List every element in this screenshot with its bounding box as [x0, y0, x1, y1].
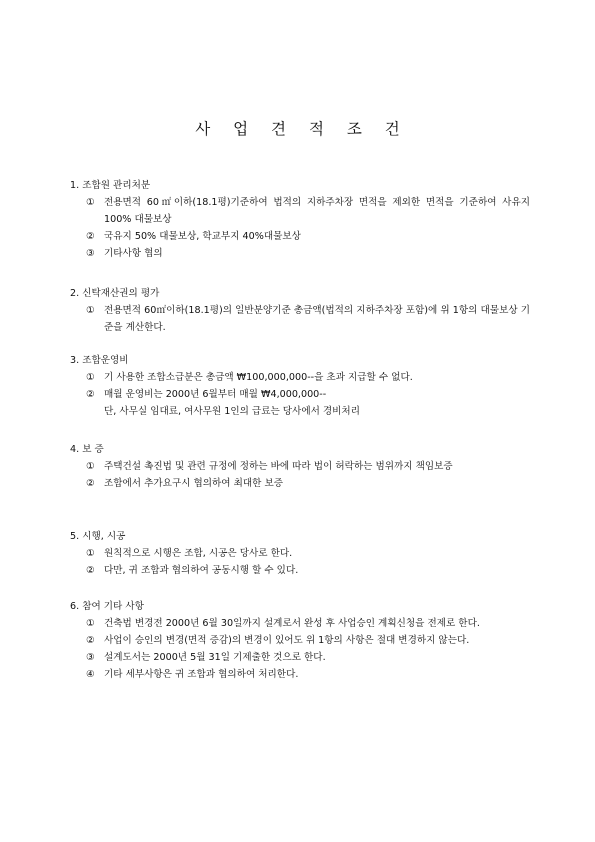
page-title: 사 업 견 적 조 건 [195, 120, 409, 138]
item-text: 원칙적으로 시행은 조합, 시공은 당사로 한다. [104, 548, 293, 559]
item-marker: ① [86, 305, 95, 316]
item-marker: ② [86, 478, 95, 489]
item-marker: ② [86, 389, 95, 400]
item-marker: ① [86, 461, 95, 472]
item-text: 기 사용한 조합소급분은 총금액 ₩100,000,000--을 초과 지급할 수 없다. [104, 372, 413, 383]
item-marker: ④ [86, 669, 95, 680]
section-heading: 4. 보 증 [70, 444, 104, 455]
item-marker: ② [86, 565, 95, 576]
list-item [70, 562, 530, 579]
list-item [70, 632, 530, 649]
section-4 [70, 441, 530, 492]
item-text: 건축법 변경전 2000년 6월 30일까지 설계로서 완성 후 사업승인 계획신청을 전제로 한다. [104, 618, 480, 629]
list-item [70, 194, 530, 228]
item-marker: ① [86, 372, 95, 383]
list-item [70, 302, 530, 336]
item-marker: ① [86, 548, 95, 559]
item-text: 전용면적 60㎡이하(18.1평)의 일반분양기준 총금액(법적의 지하주차장 포함)에 위 1항의 대물보상 기준을 계산한다. [104, 305, 530, 333]
section-heading: 6. 참여 기타 사항 [70, 601, 144, 612]
list-item [70, 458, 530, 475]
section-3 [70, 352, 530, 420]
item-text: 전용면적 60㎡이하(18.1평)기준하여 법적의 지하주차장 면적을 제외한 면적을 기준하여 사유지 100% 대물보상 [104, 197, 530, 225]
item-text: 다만, 귀 조합과 협의하여 공동시행 할 수 있다. [104, 565, 299, 576]
item-text: 주택건설 촉진법 및 관련 규정에 정하는 바에 따라 법이 허락하는 범위까지 책임보증 [104, 461, 453, 472]
item-marker: ② [86, 635, 95, 646]
item-text: 기타사항 협의 [104, 248, 163, 259]
item-text: 조합에서 추가요구시 협의하여 최대한 보증 [104, 478, 284, 489]
section-1 [70, 177, 530, 262]
section-heading: 1. 조합원 관리처분 [70, 180, 151, 191]
item-marker: ① [86, 197, 95, 208]
list-item [70, 475, 530, 492]
item-marker: ③ [86, 248, 95, 259]
list-item [70, 615, 530, 632]
section-5 [70, 528, 530, 579]
section-2 [70, 285, 530, 336]
list-item [70, 245, 530, 262]
item-subtext: 단, 사무실 임대료, 여사무원 1인의 급료는 당사에서 경비처리 [104, 406, 360, 417]
section-heading: 3. 조합운영비 [70, 355, 129, 366]
item-marker: ③ [86, 652, 95, 663]
list-item [70, 545, 530, 562]
list-item [70, 649, 530, 666]
item-text: 국유지 50% 대물보상, 학교부지 40%대물보상 [104, 231, 301, 242]
item-text: 사업이 승인의 변경(면적 증감)의 변경이 있어도 위 1항의 사항은 절대 변경하지 않는다. [104, 635, 470, 646]
item-text: 매월 운영비는 2000년 6월부터 매월 ₩4,000,000-- [104, 389, 327, 400]
item-marker: ② [86, 231, 95, 242]
list-item [70, 666, 530, 683]
item-text: 설계도서는 2000년 5월 31일 기제출한 것으로 한다. [104, 652, 326, 663]
section-heading: 2. 신탁재산권의 평가 [70, 288, 160, 299]
item-text: 기타 세부사항은 귀 조합과 협의하여 처리한다. [104, 669, 299, 680]
list-item [70, 369, 530, 386]
item-marker: ① [86, 618, 95, 629]
section-heading: 5. 시행, 시공 [70, 531, 126, 542]
list-item [70, 386, 530, 420]
section-6 [70, 598, 530, 683]
list-item [70, 228, 530, 245]
